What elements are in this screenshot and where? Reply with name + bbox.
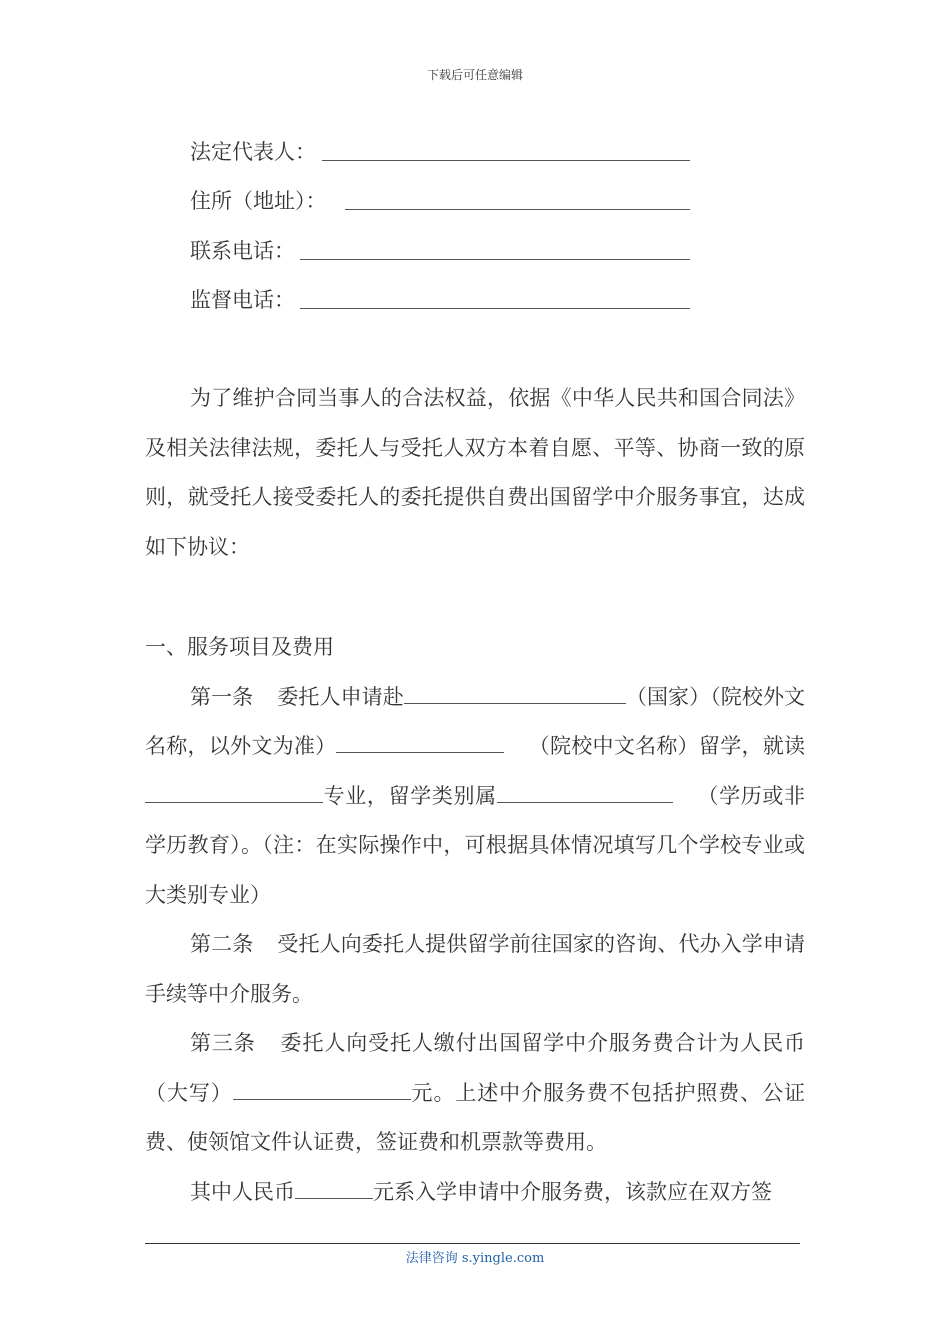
article-1-text-c: （院校中文名称）留学，就读 <box>528 734 806 758</box>
article-3-text-b: 元。上述中介服务费不包括护照费、公证费、使领馆文件认证费，签证费和机票款等费用。 <box>145 1080 806 1154</box>
page-header: 下载后可任意编辑 <box>426 68 523 82</box>
footer-divider <box>145 1243 800 1244</box>
article-2 <box>145 920 805 1019</box>
application-fee-blank <box>295 1174 373 1199</box>
article-2-number: 第二条 <box>190 932 254 956</box>
article-1-text-a: 委托人申请赴 <box>277 684 404 709</box>
article-4-text-b: 元系入学申请中介服务费，该款应在双方签 <box>373 1179 772 1204</box>
address-label: 住所（地址）： <box>190 189 327 213</box>
article-1-text-e: （学历或非学历教育）。（注：在实际操作中，可根据具体情况填写几个学校专业或大类别专业） <box>145 783 806 907</box>
article-1-text-b: （国家）（院校外文名称，以外文为准） <box>145 684 806 758</box>
article-3-number: 第三条 <box>190 1031 256 1055</box>
intro-paragraph <box>145 374 805 572</box>
section-1 <box>145 623 805 1217</box>
major-blank <box>145 778 323 803</box>
supervision-phone-blank <box>300 308 690 309</box>
legal-representative-label: 法定代表人： <box>190 140 316 164</box>
article-1-text-d: 专业，留学类别属 <box>323 783 497 808</box>
contact-phone-label: 联系电话： <box>190 239 295 263</box>
article-3-text-a: 委托人向受托人缴付出国留学中介服务费合计为人民币（大写） <box>145 1031 806 1105</box>
contact-phone-blank <box>300 259 690 260</box>
article-4-text-a: 其中人民币 <box>190 1179 295 1204</box>
address-blank <box>345 209 690 210</box>
article-1-number: 第一条 <box>190 684 254 709</box>
school-foreign-name-blank <box>336 728 504 753</box>
article-2-text: 受托人向委托人提供留学前往国家的咨询、代办入学申请手续等中介服务。 <box>145 932 806 1006</box>
article-3 <box>145 1019 805 1168</box>
supervision-phone-label: 监督电话： <box>190 288 295 312</box>
study-category-blank <box>497 778 673 803</box>
country-blank <box>404 679 626 704</box>
article-1 <box>145 673 805 921</box>
page-footer[interactable]: 法律咨询 s.yingle.com <box>405 1251 545 1266</box>
fee-amount-blank <box>233 1075 411 1100</box>
article-3-continued <box>145 1168 805 1218</box>
legal-representative-blank <box>322 160 690 161</box>
intro-text: 为了维护合同当事人的合法权益，依据《中华人民共和国合同法》及相关法律法规，委托人与受托人双方本着自愿、平等、协商一致的原则，就受托人接受委托人的委托提供自费出国留学中介服务事宜，达成如下协议： <box>145 386 805 559</box>
section-1-heading: 一、服务项目及费用 <box>145 635 334 659</box>
